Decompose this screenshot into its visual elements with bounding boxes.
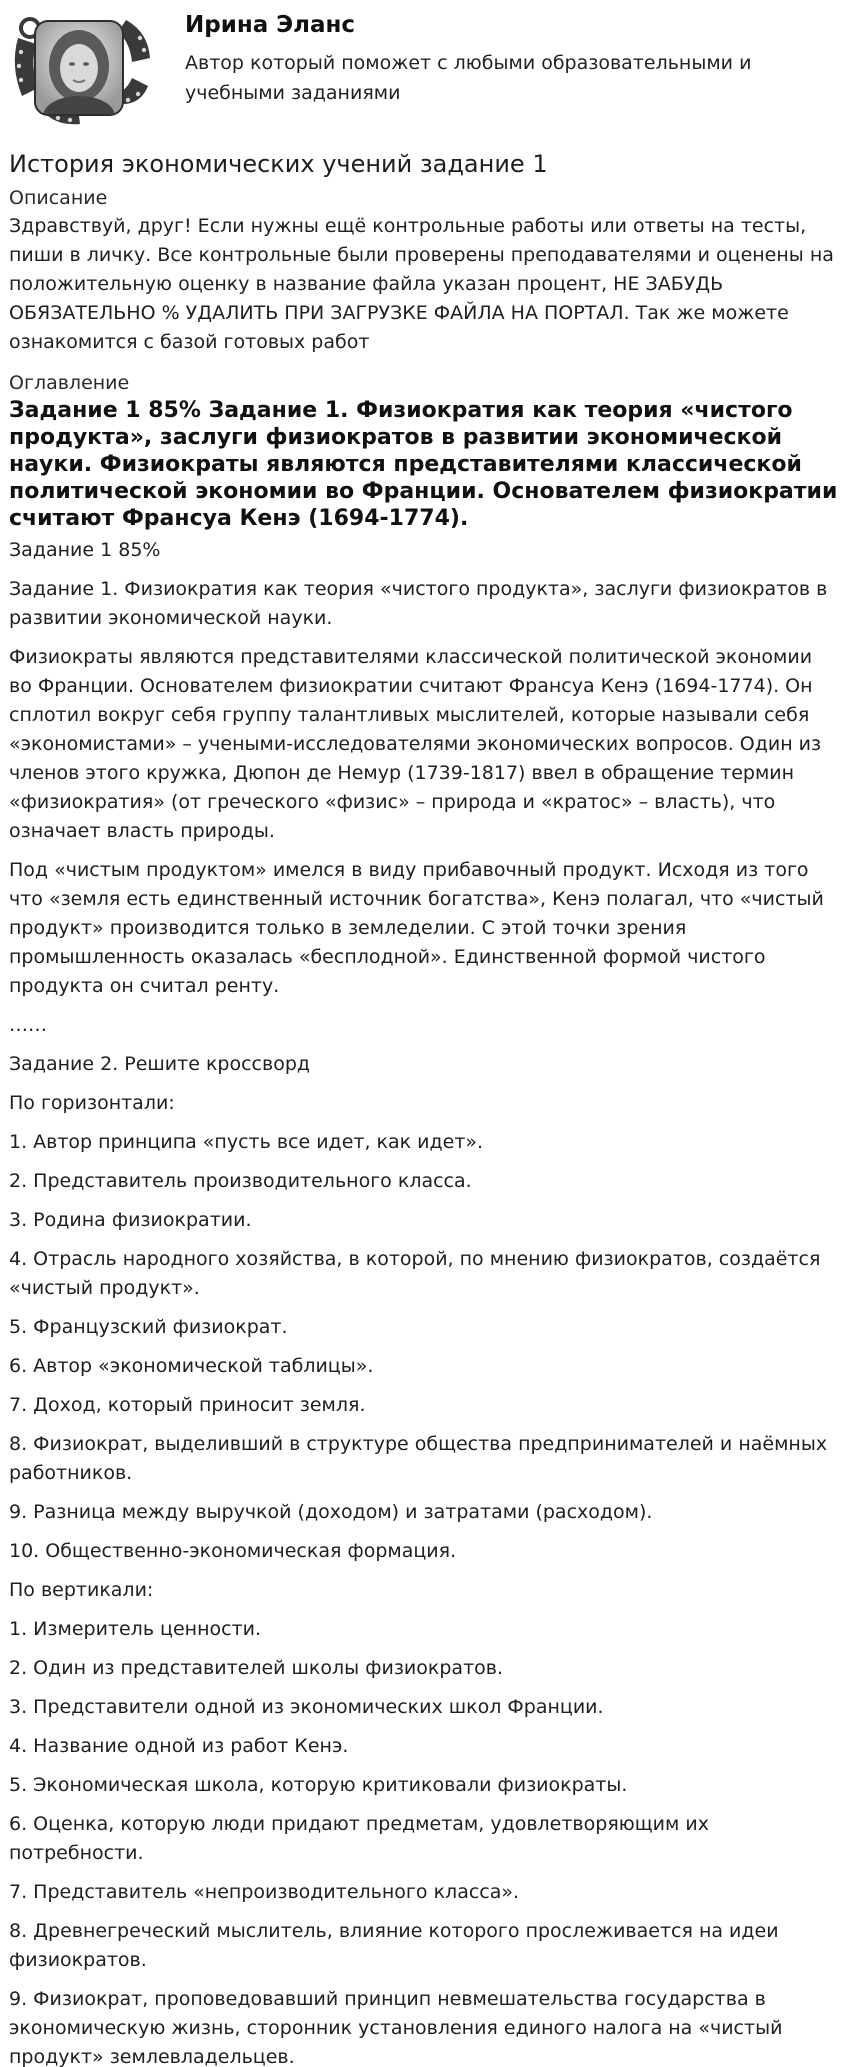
list-item: 3. Родина физиократии. <box>9 1209 252 1231</box>
list-item: 3. Представители одной из экономических школ Франции. <box>9 1696 604 1718</box>
list-item: 7. Доход, который приносит земля. <box>9 1394 366 1416</box>
paragraph: Задание 1. Физиократия как теория «чистого продукта», заслуги физиократов в развитии экономической науки. <box>9 578 828 629</box>
paragraph: Под «чистым продуктом» имелся в виду прибавочный продукт. Исходя из того что «земля есть единственный источник богатства», Кенэ полагал, что «чистый продукт» производится только в земледелии. С этой точки зрения промышленность оказалась «бесплодной». Единственной формой чистого продукта он считал ренту. <box>9 859 824 997</box>
document-content <box>9 148 839 2067</box>
list-item: 5. Экономическая школа, которую критиковали физиократы. <box>9 1774 628 1796</box>
list-item: 4. Отрасль народного хозяйства, в которой, по мнению физиократов, создаётся «чистый продукт». <box>9 1248 821 1299</box>
list-item: 10. Общественно-экономическая формация. <box>9 1540 457 1562</box>
list-item: 8. Физиократ, выделивший в структуре общества предпринимателей и наёмных работников. <box>9 1433 828 1484</box>
list-item: 5. Французский физиократ. <box>9 1316 288 1338</box>
paragraph: Задание 2. Решите кроссворд <box>9 1053 311 1075</box>
list-item: 2. Один из представителей школы физиократов. <box>9 1657 503 1679</box>
ellipsis: …… <box>9 1014 47 1036</box>
list-item: 9. Разница между выручкой (доходом) и затратами (расходом). <box>9 1501 653 1523</box>
author-avatar[interactable] <box>8 8 154 126</box>
document-title: История экономических учений задание 1 <box>9 150 548 178</box>
author-description: Автор который поможет с любыми образовательными и учебными заданиями <box>185 52 752 104</box>
list-item: 1. Измеритель ценности. <box>9 1618 262 1640</box>
author-card <box>0 0 847 130</box>
section-heading: По вертикали: <box>9 1579 154 1601</box>
description-label: Описание <box>9 187 108 209</box>
author-name[interactable]: Ирина Эланс <box>185 12 356 38</box>
list-item: 1. Автор принципа «пусть все идет, как идет». <box>9 1131 484 1153</box>
list-item: 6. Автор «экономической таблицы». <box>9 1355 374 1377</box>
list-item: 4. Название одной из работ Кенэ. <box>9 1735 349 1757</box>
section-heading: По горизонтали: <box>9 1092 175 1114</box>
list-item: 9. Физиократ, проповедовавший принцип невмешательства государства в экономическую жизнь, сторонник установления единого налога на «чистый продукт» землевладельцев. <box>9 1988 783 2067</box>
list-item: 2. Представитель производительного класса. <box>9 1170 472 1192</box>
toc-label: Оглавление <box>9 372 130 394</box>
paragraph: Физиократы являются представителями классической политической экономии во Франции. Основателем физиократии считают Франсуа Кенэ (1694-1774). Он сплотил вокруг себя группу талантливых мыслителей, которые называли себя «экономистами» – учеными-исследователями экономических вопросов. Один из членов этого кружка, Дюпон де Немур (1739-1817) ввел в обращение термин «физиократия» (от греческого «физис» – природа и «кратос» – власть), что означает власть природы. <box>9 646 822 842</box>
toc-heading: Задание 1 85% Задание 1. Физиократия как теория «чистого продукта», заслуги физиократов в развитии экономической науки. Физиократы являются представителями классической политической экономии во Франции. Основателем физиократии считают Франсуа Кенэ (1694-1774). <box>9 398 838 531</box>
list-item: 8. Древнегреческий мыслитель, влияние которого прослеживается на идеи физиократов. <box>9 1920 779 1971</box>
list-item: 7. Представитель «непроизводительного класса». <box>9 1881 520 1903</box>
list-item: 6. Оценка, которую люди придают предметам, удовлетворяющим их потребности. <box>9 1813 709 1864</box>
document-description: Здравствуй, друг! Если нужны ещё контрольные работы или ответы на тесты, пиши в личку. Все контрольные были проверены преподавателями и оценены на положительную оценку в название файла указан процент, НЕ ЗАБУДЬ ОБЯЗАТЕЛЬНО % УДАЛИТЬ ПРИ ЗАГРУЗКЕ ФАЙЛА НА ПОРТАЛ. Так же можете ознакомится с базой готовых работ <box>9 215 834 353</box>
paragraph: Задание 1 85% <box>9 539 161 561</box>
